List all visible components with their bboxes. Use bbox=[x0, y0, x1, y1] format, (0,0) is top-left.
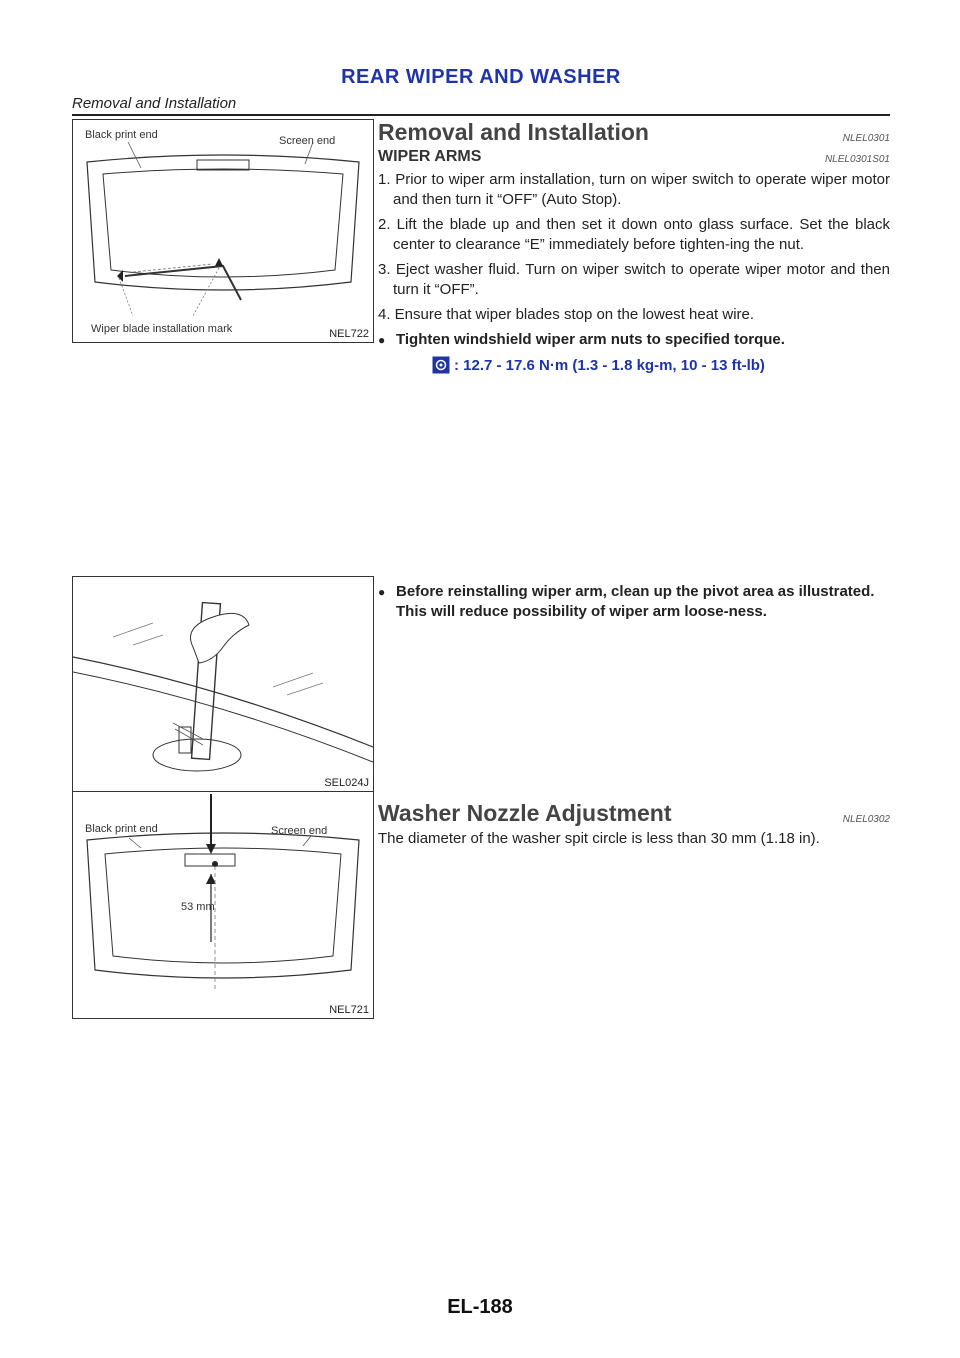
figure-pivot-cleaning bbox=[72, 576, 374, 792]
washer-text: The diameter of the washer spit circle is less than 30 mm (1.18 in). bbox=[378, 830, 820, 847]
page-subtitle: Removal and Installation bbox=[72, 95, 237, 112]
subsection-code: NLEL0301S01 bbox=[824, 154, 890, 165]
washer-nozzle-illustration bbox=[73, 792, 373, 1018]
label-dimension: 53 mm bbox=[181, 901, 215, 913]
subsection-title: WIPER ARMS NLEL0301S01 bbox=[378, 148, 890, 165]
pivot-cleaning-illustration bbox=[73, 577, 373, 791]
page-header bbox=[72, 66, 890, 112]
label-installation-mark: Wiper blade installation mark bbox=[91, 323, 233, 335]
label-black-print-end: Black print end bbox=[85, 823, 158, 835]
step-3: 3. Eject washer fluid. Turn on wiper switch to operate wiper motor and then turn it “OFF”. bbox=[378, 261, 890, 298]
step-1: 1. Prior to wiper arm installation, turn on wiper switch to operate wiper motor and then turn it “OFF” (Auto Stop). bbox=[378, 171, 890, 208]
step-2: 2. Lift the blade up and then set it down onto glass surface. Set the black center to clearance “E” immediately before tighten-ing the nut. bbox=[378, 216, 890, 253]
pivot-note bbox=[378, 578, 890, 626]
page-number: EL-188 bbox=[447, 1296, 513, 1318]
rear-window-illustration bbox=[73, 120, 373, 342]
bullet-pivot: ● Before reinstalling wiper arm, clean up the pivot area as illustrated. This will reduce possibility of wiper arm loose-ness. bbox=[378, 582, 890, 622]
section-code: NLEL0302 bbox=[842, 814, 890, 825]
figure-washer-nozzle bbox=[72, 791, 374, 1019]
figure-code: NEL721 bbox=[329, 1004, 369, 1016]
removal-section bbox=[378, 119, 890, 374]
washer-section bbox=[378, 800, 890, 849]
label-screen-end: Screen end bbox=[279, 135, 336, 147]
figure-code: NEL722 bbox=[329, 328, 369, 340]
torque-wrench-icon bbox=[432, 356, 450, 374]
section-title: Washer Nozzle Adjustment NLEL0302 bbox=[378, 800, 890, 826]
page-title: REAR WIPER AND WASHER bbox=[341, 66, 621, 88]
figure-code: SEL024J bbox=[324, 777, 369, 789]
section-title: Removal and Installation NLEL0301 bbox=[378, 119, 890, 145]
torque-value: : 12.7 - 17.6 N·m (1.3 - 1.8 kg-m, 10 - 13 ft-lb) bbox=[454, 356, 765, 374]
torque-spec bbox=[432, 356, 890, 374]
label-black-print-end: Black print end bbox=[85, 129, 158, 141]
figure-wiper-blade-mark bbox=[72, 119, 374, 343]
header-rule bbox=[72, 114, 890, 116]
section-code: NLEL0301 bbox=[842, 133, 890, 144]
bullet-torque: ● Tighten windshield wiper arm nuts to specified torque. bbox=[378, 330, 890, 350]
step-4: 4. Ensure that wiper blades stop on the lowest heat wire. bbox=[378, 306, 755, 323]
label-screen-end: Screen end bbox=[271, 825, 328, 837]
